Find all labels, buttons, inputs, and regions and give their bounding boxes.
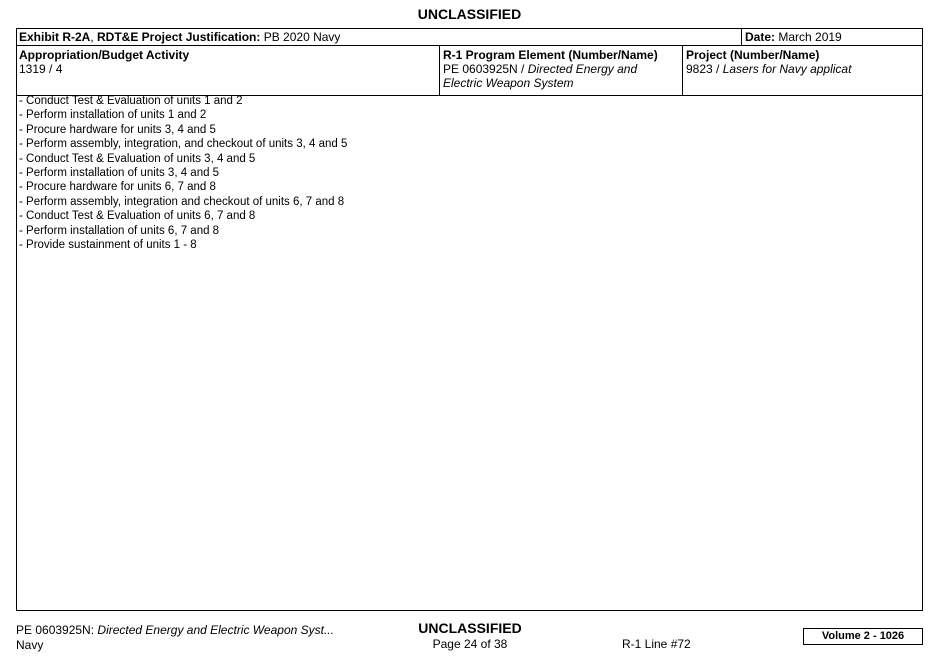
footer-pe-prefix: PE 0603925N: xyxy=(16,623,98,637)
project-label: Project (Number/Name) xyxy=(686,48,820,62)
exhibit-id: Exhibit R-2A xyxy=(19,30,91,44)
volume-box: Volume 2 - 1026 xyxy=(803,628,923,645)
project-cell xyxy=(682,46,923,95)
exhibit-title-label: RDT&E Project Justification: xyxy=(97,30,261,44)
footer-program-element xyxy=(16,623,334,653)
task-item: - Procure hardware for units 3, 4 and 5 xyxy=(19,123,216,136)
task-item: - Procure hardware for units 6, 7 and 8 xyxy=(19,181,216,194)
task-item: - Perform assembly, integration, and checkout of units 3, 4 and 5 xyxy=(19,138,348,151)
footer-pe-name: Directed Energy and Electric Weapon Syst... xyxy=(97,623,334,637)
task-item: - Provide sustainment of units 1 - 8 xyxy=(19,239,197,252)
date-value: March 2019 xyxy=(775,30,842,44)
task-item: - Perform assembly, integration and checkout of units 6, 7 and 8 xyxy=(19,195,345,208)
classification-banner-top: UNCLASSIFIED xyxy=(417,6,522,22)
r1-line: R-1 Line #72 xyxy=(622,637,691,651)
program-element-label: R-1 Program Element (Number/Name) xyxy=(443,48,658,62)
task-list xyxy=(19,94,347,252)
task-item: - Conduct Test & Evaluation of units 3, 4 and 5 xyxy=(19,152,256,165)
program-element-number: PE 0603925N / xyxy=(443,62,528,76)
task-item: - Perform installation of units 6, 7 and 8 xyxy=(19,224,220,237)
page-number: Page 24 of 38 xyxy=(432,637,508,651)
task-item: - Perform installation of units 1 and 2 xyxy=(19,109,207,122)
program-element-name-line2: Electric Weapon System xyxy=(443,76,574,90)
classification-banner-bottom: UNCLASSIFIED xyxy=(418,620,522,636)
appropriation-value: 1319 / 4 xyxy=(19,62,63,76)
date-label: Date: xyxy=(745,30,776,44)
project-name: Lasers for Navy applicat xyxy=(722,62,852,76)
exhibit-budget-value: PB 2020 Navy xyxy=(260,30,341,44)
appropriation-label: Appropriation/Budget Activity xyxy=(19,48,190,62)
exhibit-info-row xyxy=(16,46,923,96)
exhibit-header-row xyxy=(16,28,923,46)
program-element-cell xyxy=(439,46,682,95)
appropriation-cell xyxy=(16,46,439,95)
exhibit-title xyxy=(16,28,741,45)
program-element-name-line1: Directed Energy and xyxy=(527,62,638,76)
footer-agency: Navy xyxy=(16,638,44,652)
date-cell xyxy=(741,28,923,45)
task-item: - Conduct Test & Evaluation of units 1 and 2 xyxy=(19,95,243,107)
task-item: - Conduct Test & Evaluation of units 6, 7 and 8 xyxy=(19,210,256,223)
project-number: 9823 / xyxy=(686,62,723,76)
exhibit-separator: , xyxy=(90,30,98,44)
task-item: - Perform installation of units 3, 4 and 5 xyxy=(19,167,220,180)
